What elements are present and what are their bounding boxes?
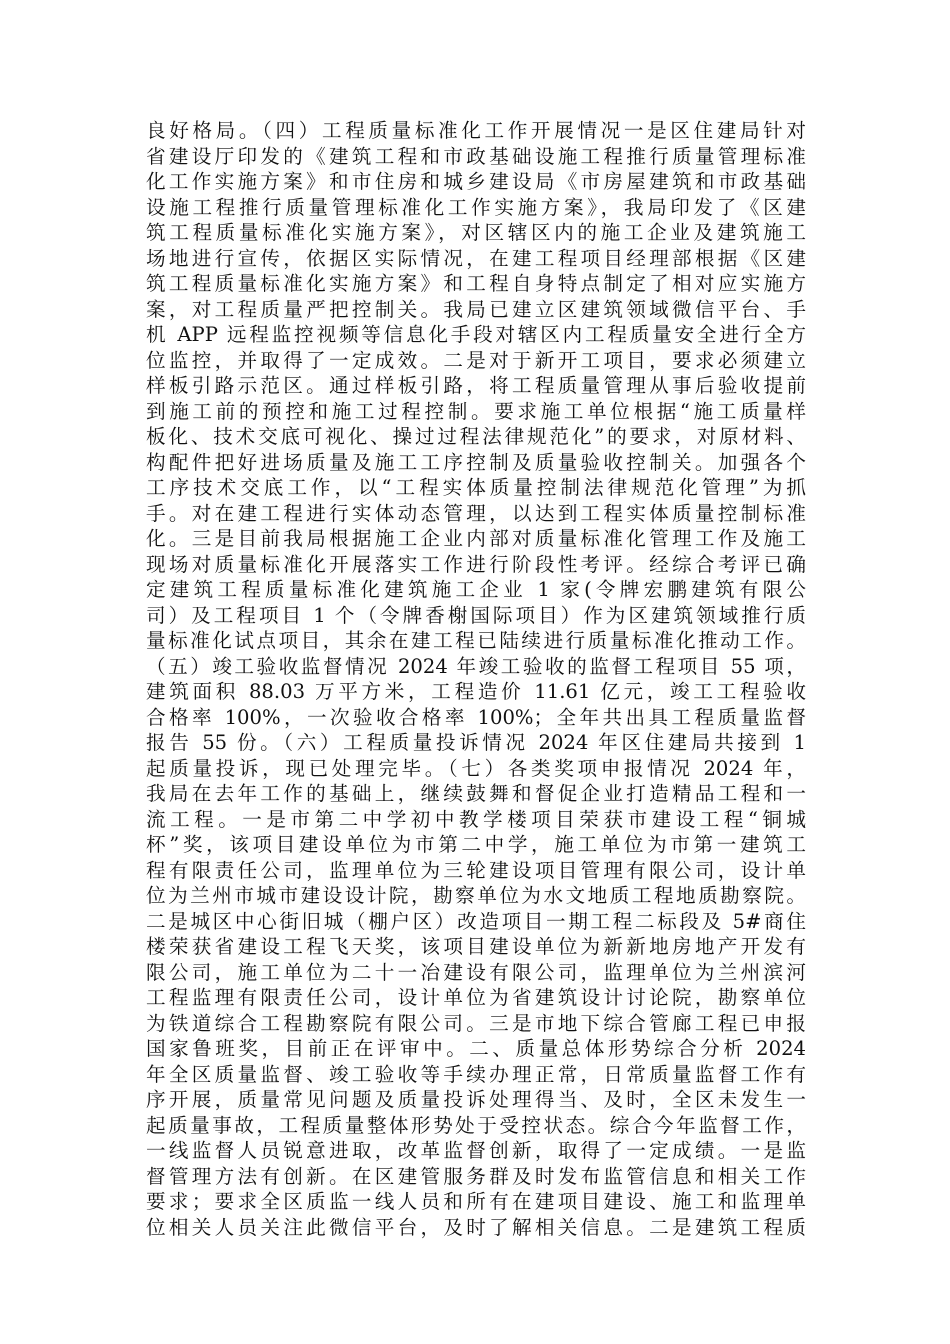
text-line: 板化、技术交底可视化、操过过程法律规范化”的要求，对原材料、: [146, 425, 806, 448]
text-line: 年全区质量监督、竣工验收等手续办理正常，日常质量监督工作有: [146, 1062, 806, 1086]
text-line: 报告 55 份。（六）工程质量投诉情况 2024 年区住建局共接到 1: [146, 731, 806, 754]
text-line: 筑工程质量标准化实施方案》和工程自身特点制定了相对应实施方: [146, 272, 806, 295]
text-line: 合格率 100%，一次验收合格率 100%；全年共出具工程质量监督: [146, 705, 806, 729]
text-line: 我局在去年工作的基础上，继续鼓舞和督促企业打造精品工程和一: [146, 782, 806, 805]
text-line: 场地进行宣传，依据区实际情况，在建工程项目经理部根据《区建: [146, 246, 806, 270]
text-line: 案，对工程质量严把控制关。我局已建立区建筑领域微信平台、手: [146, 297, 806, 321]
text-line: 二是城区中心街旧城（棚户区）改造项目一期工程二标段及 5#商住: [146, 909, 806, 933]
text-line: 工序技术交底工作，以“工程实体质量控制法律规范化管理”为抓: [146, 476, 806, 499]
text-line: 机 APP 远程监控视频等信息化手段对辖区内工程质量安全进行全方: [146, 323, 806, 346]
text-line: 样板引路示范区。通过样板引路，将工程质量管理从事后验收提前: [146, 374, 806, 397]
text-line: 一线监督人员锐意进取，改革监督创新，取得了一定成绩。一是监: [146, 1139, 806, 1162]
text-line: 到施工前的预控和施工过程控制。要求施工单位根据“施工质量样: [146, 399, 806, 423]
text-line: 设施工程推行质量管理标准化工作实施方案》，我局印发了《区建: [146, 195, 806, 219]
text-line: 位相关人员关注此微信平台，及时了解相关信息。二是建筑工程质: [146, 1215, 806, 1239]
text-line: 国家鲁班奖，目前正在评审中。二、质量总体形势综合分析 2024: [146, 1037, 806, 1060]
text-line: 构配件把好进场质量及施工工序控制及质量验收控制关。加强各个: [146, 450, 806, 474]
text-line: 量标准化试点项目，其余在建工程已陆续进行质量标准化推动工作。: [146, 629, 806, 652]
text-line: 起质量事故，工程质量整体形势处于受控状态。综合今年监督工作，: [146, 1113, 806, 1137]
text-line: 起质量投诉，现已处理完毕。（七）各类奖项申报情况 2024 年，: [146, 756, 806, 780]
text-line: 流工程。一是市第二中学初中教学楼项目荣获市建设工程“铜城: [146, 807, 806, 831]
text-line: 杯”奖，该项目建设单位为市第二中学，施工单位为市第一建筑工: [146, 833, 806, 856]
text-line: 限公司，施工单位为二十一冶建设有限公司，监理单位为兰州滨河: [146, 960, 806, 984]
text-line: 楼荣获省建设工程飞天奖，该项目建设单位为新新地房地产开发有: [146, 935, 806, 958]
text-line: 建筑面积 88.03 万平方米，工程造价 11.61 亿元，竣工工程验收: [146, 680, 806, 703]
text-line: （五）竣工验收监督情况 2024 年竣工验收的监督工程项目 55 项，: [146, 654, 806, 678]
text-line: 序开展，质量常见问题及质量投诉处理得当、及时，全区未发生一: [146, 1088, 806, 1111]
text-line: 定建筑工程质量标准化建筑施工企业 1 家(令牌宏鹏建筑有限公: [146, 578, 806, 601]
text-line: 手。对在建工程进行实体动态管理，以达到工程实体质量控制标准: [146, 501, 806, 525]
text-line: 省建设厅印发的《建筑工程和市政基础设施工程推行质量管理标准: [146, 144, 806, 168]
text-line: 良好格局。（四）工程质量标准化工作开展情况一是区住建局针对: [146, 119, 806, 142]
text-line: 筑工程质量标准化实施方案》，对区辖区内的施工企业及建筑施工: [146, 221, 806, 244]
text-line: 工程监理有限责任公司，设计单位为省建筑设计讨论院，勘察单位: [146, 986, 806, 1009]
text-line: 要求；要求全区质监一线人员和所有在建项目建设、施工和监理单: [146, 1190, 806, 1213]
text-line: 督管理方法有创新。在区建管服务群及时发布监管信息和相关工作: [146, 1164, 806, 1188]
text-line: 位监控，并取得了一定成效。二是对于新开工项目，要求必须建立: [146, 348, 806, 372]
text-line: 司）及工程项目 1 个（令牌香榭国际项目）作为区建筑领域推行质: [146, 603, 806, 627]
text-line: 程有限责任公司，监理单位为三轮建设项目管理有限公司，设计单: [146, 858, 806, 882]
text-line: 为铁道综合工程勘察院有限公司。三是市地下综合管廊工程已申报: [146, 1011, 806, 1035]
text-line: 化工作实施方案》和市住房和城乡建设局《市房屋建筑和市政基础: [146, 170, 806, 193]
text-line: 化。三是目前我局根据施工企业内部对质量标准化管理工作及施工: [146, 527, 806, 550]
text-line: 现场对质量标准化开展落实工作进行阶段性考评。经综合考评已确: [146, 552, 806, 576]
body-text: [146, 118, 806, 1240]
text-line: 位为兰州市城市建设设计院，勘察单位为水文地质工程地质勘察院。: [146, 884, 806, 907]
